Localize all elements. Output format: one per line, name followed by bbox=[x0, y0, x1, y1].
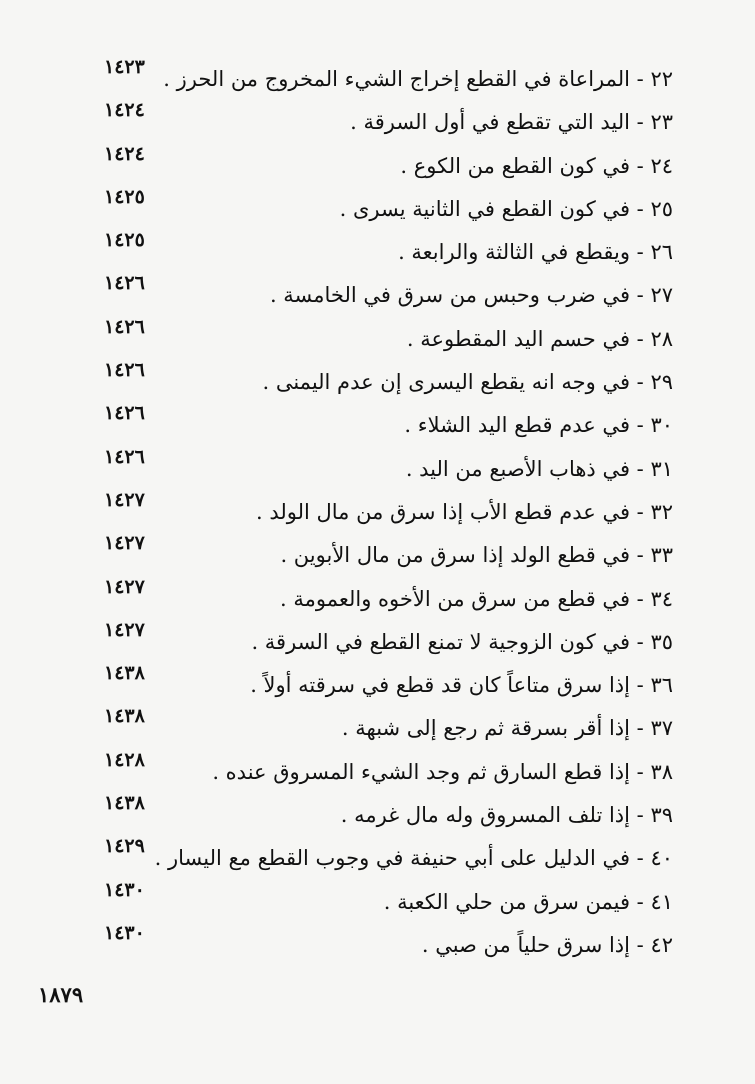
toc-entry-page: ١٤٢٦ bbox=[104, 402, 145, 425]
toc-entry-text: ٢٢ - المراعاة في القطع إخراج الشيء المخروج من الحرز . bbox=[163, 67, 673, 91]
toc-entry-text: ٤١ - فيمن سرق من حلي الكعبة . bbox=[383, 889, 673, 914]
toc-entry-page: ١٤٢٩ bbox=[104, 835, 145, 858]
toc-entry-page: ١٤٢٤ bbox=[104, 99, 145, 122]
toc-entry-text: ٢٤ - في كون القطع من الكوع . bbox=[400, 153, 673, 178]
toc-entry-text: ٢٦ - ويقطع في الثالثة والرابعة . bbox=[398, 240, 673, 265]
toc-entry-text: ٤٠ - في الدليل على أبي حنيفة في وجوب القطع مع اليسار . bbox=[154, 846, 673, 871]
toc-entry-page: ١٤٣٨ bbox=[104, 662, 145, 685]
toc-entry-text: ٣٨ - إذا قطع السارق ثم وجد الشيء المسروق عنده . bbox=[212, 759, 673, 784]
toc-entry-text: ٣٠ - في عدم قطع اليد الشلاء . bbox=[404, 413, 673, 438]
toc-entry-text: ٢٨ - في حسم اليد المقطوعة . bbox=[406, 326, 673, 351]
toc-entry-page: ١٤٢٦ bbox=[104, 315, 145, 338]
toc-entry-page: ١٤٢٤ bbox=[104, 142, 145, 165]
toc-entry-page: ١٤٣٠ bbox=[104, 878, 145, 901]
toc-entry-page: ١٤٢٦ bbox=[104, 359, 145, 382]
toc-entry-page: ١٤٢٦ bbox=[104, 272, 145, 295]
toc-entry-page: ١٤٢٧ bbox=[104, 532, 145, 555]
page-number: ١٨٧٩ bbox=[38, 982, 84, 1007]
table-of-contents bbox=[0, 58, 755, 967]
toc-entry-text: ٢٧ - في ضرب وحبس من سرق في الخامسة . bbox=[269, 283, 673, 308]
toc-entry-text: ٢٩ - في وجه انه يقطع اليسرى إن عدم اليمنى . bbox=[262, 370, 673, 395]
toc-entry-page: ١٤٣٨ bbox=[104, 705, 145, 728]
toc-entry-text: ٢٥ - في كون القطع في الثانية يسرى . bbox=[339, 196, 673, 221]
toc-entry-text: ٣٦ - إذا سرق متاعاً كان قد قطع في سرقته أولاً . bbox=[250, 673, 673, 698]
toc-entry-text: ٣٢ - في عدم قطع الأب إذا سرق من مال الولد . bbox=[255, 499, 673, 524]
toc-entry-page: ١٤٢٧ bbox=[104, 618, 145, 641]
toc-entry-text: ٣٩ - إذا تلف المسروق وله مال غرمه . bbox=[340, 803, 673, 828]
toc-entry-page: ١٤٣٨ bbox=[104, 792, 145, 815]
toc-entry-page: ١٤٢٥ bbox=[104, 229, 145, 252]
toc-entry-page: ١٤٣٠ bbox=[104, 921, 145, 944]
toc-entry-text: ٣٤ - في قطع من سرق من الأخوه والعمومة . bbox=[280, 586, 673, 611]
toc-entry-page: ١٤٢٦ bbox=[104, 445, 145, 468]
toc-entry-page: ١٤٢٥ bbox=[104, 185, 145, 208]
toc-row bbox=[0, 921, 755, 967]
toc-entry-text: ٣١ - في ذهاب الأصبع من اليد . bbox=[405, 456, 673, 481]
toc-entry-text: ٣٧ - إذا أقر بسرقة ثم رجع إلى شبهة . bbox=[341, 716, 673, 741]
toc-entry-page: ١٤٢٣ bbox=[104, 56, 145, 78]
toc-entry-text: ٣٣ - في قطع الولد إذا سرق من مال الأبوين . bbox=[280, 543, 673, 568]
toc-entry-text: ٤٢ - إذا سرق حلياً من صبي . bbox=[421, 932, 673, 957]
toc-entry-page: ١٤٢٨ bbox=[104, 748, 145, 771]
toc-entry-page: ١٤٢٧ bbox=[104, 488, 145, 511]
toc-entry-page: ١٤٢٧ bbox=[104, 575, 145, 598]
toc-entry-text: ٢٣ - اليد التي تقطع في أول السرقة . bbox=[350, 110, 673, 135]
toc-entry-text: ٣٥ - في كون الزوجية لا تمنع القطع في السرقة . bbox=[251, 629, 673, 654]
